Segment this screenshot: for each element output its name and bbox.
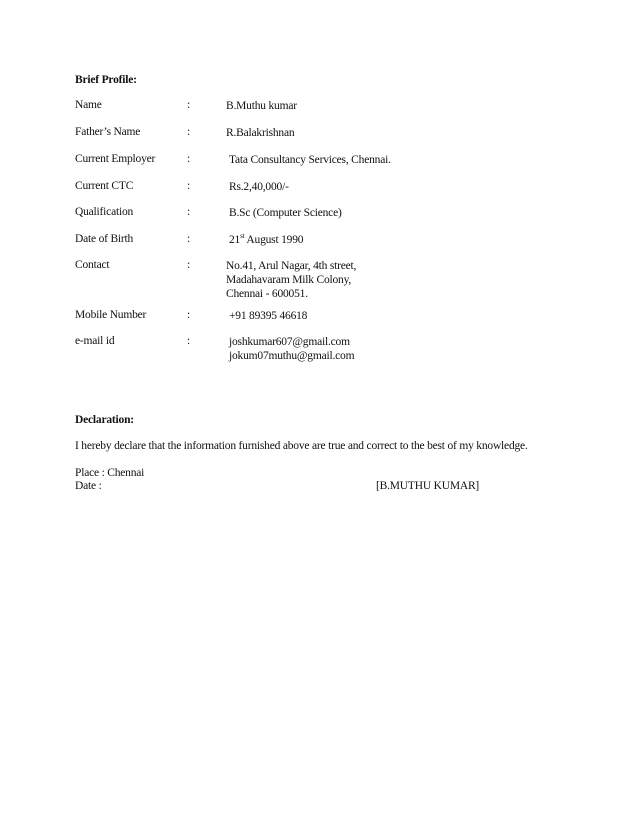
contact-colon: : bbox=[187, 259, 190, 271]
dob-value bbox=[229, 233, 303, 247]
name-colon: : bbox=[187, 99, 190, 111]
father-name-value: R.Balakrishnan bbox=[226, 127, 295, 139]
declaration-place: Place : Chennai bbox=[75, 467, 145, 479]
dob-suffix: st bbox=[240, 232, 245, 241]
email-values bbox=[229, 335, 354, 363]
employer-colon: : bbox=[187, 153, 190, 165]
declaration-signature: [B.MUTHU KUMAR] bbox=[376, 480, 480, 492]
email-address: joshkumar607@gmail.com bbox=[229, 336, 350, 348]
contact-label: Contact bbox=[75, 259, 110, 271]
dob-day: 21 bbox=[229, 234, 241, 246]
employer-value: Tata Consultancy Services, Chennai. bbox=[229, 154, 391, 166]
email-colon: : bbox=[187, 335, 190, 347]
dob-rest: August 1990 bbox=[244, 234, 304, 246]
ctc-label: Current CTC bbox=[75, 180, 134, 192]
contact-line: No.41, Arul Nagar, 4th street, bbox=[226, 260, 357, 272]
email-label: e-mail id bbox=[75, 335, 115, 347]
brief-profile-heading: Brief Profile: bbox=[75, 74, 137, 86]
employer-label: Current Employer bbox=[75, 153, 156, 165]
mobile-colon: : bbox=[187, 309, 190, 321]
mobile-value: +91 89395 46618 bbox=[229, 310, 308, 322]
dob-label: Date of Birth bbox=[75, 233, 134, 245]
ctc-value: Rs.2,40,000/- bbox=[229, 181, 289, 193]
email-address: jokum07muthu@gmail.com bbox=[229, 350, 355, 362]
qualification-colon: : bbox=[187, 206, 190, 218]
qualification-label: Qualification bbox=[75, 206, 134, 218]
name-value: B.Muthu kumar bbox=[226, 100, 297, 112]
mobile-label: Mobile Number bbox=[75, 309, 147, 321]
name-label: Name bbox=[75, 99, 102, 111]
qualification-value: B.Sc (Computer Science) bbox=[229, 207, 342, 219]
father-name-label: Father’s Name bbox=[75, 126, 141, 138]
contact-line: Madahavaram Milk Colony, bbox=[226, 274, 352, 286]
ctc-colon: : bbox=[187, 180, 190, 192]
dob-colon: : bbox=[187, 233, 190, 245]
declaration-statement: I hereby declare that the information furnished above are true and correct to the best of my knowledge. bbox=[75, 440, 528, 452]
contact-line: Chennai - 600051. bbox=[226, 288, 308, 300]
father-name-colon: : bbox=[187, 126, 190, 138]
declaration-heading: Declaration: bbox=[75, 414, 134, 426]
declaration-date: Date : bbox=[75, 480, 102, 492]
contact-address bbox=[226, 259, 356, 301]
